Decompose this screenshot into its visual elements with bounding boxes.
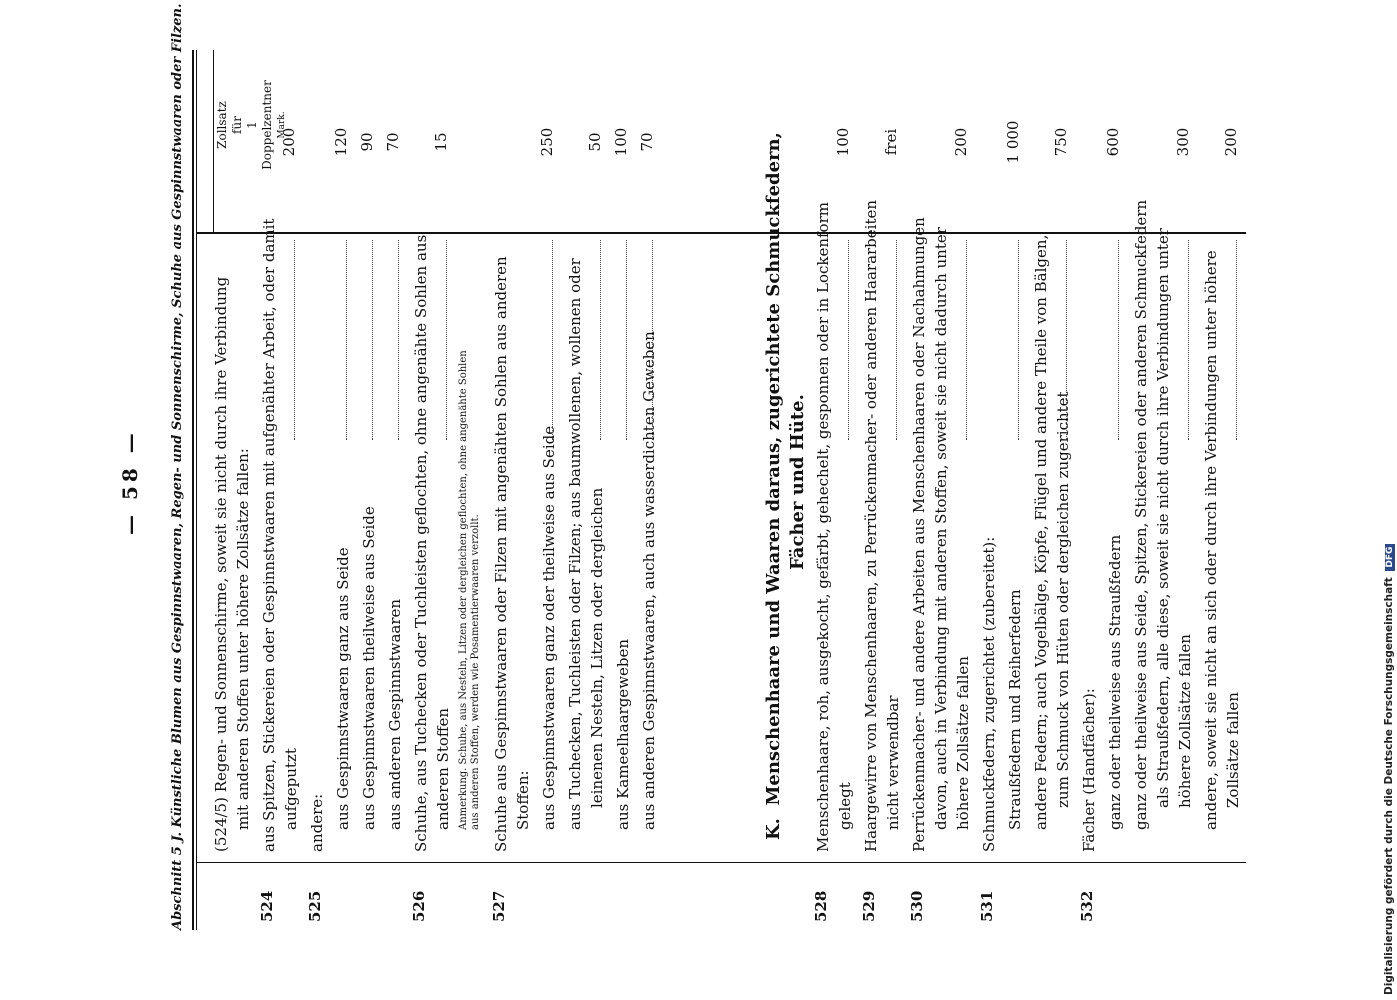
leader-dots <box>446 240 447 440</box>
entry-rate: 300 <box>1174 127 1192 157</box>
entry-text-line: Schuhe aus Gespinnstwaaren oder Filzen mit angenähten Sohlen aus anderen <box>492 256 510 852</box>
leader-dots <box>1018 240 1019 440</box>
leader-dots <box>1118 240 1119 440</box>
entry-rate: 90 <box>358 132 376 152</box>
entry-rate: 100 <box>834 127 852 157</box>
rate-header-line1: Zollsatz <box>215 101 229 149</box>
credit-text: Digitalisierung gefördert durch die Deutsche Forschungsgemeinschaft <box>1383 577 1395 995</box>
entry-rate: 120 <box>332 127 350 157</box>
leader-dots <box>966 240 967 440</box>
entry-text-line: aus Gespinnstwaaren theilweise aus Seide <box>360 506 378 830</box>
number-column-divider <box>196 862 1246 863</box>
entry-text-line: zum Schmuck von Hüten oder dergleichen zugerichtet <box>1054 391 1072 808</box>
dfg-logo: DFG <box>1385 544 1395 571</box>
entry-text-line: mit anderen Stoffen unter höhere Zollsätze fallen: <box>234 448 252 830</box>
top-rule <box>192 50 194 930</box>
entry-text-line: aus Spitzen, Stickereien oder Gespinnstwaaren mit aufgenähter Arbeit, oder damit <box>260 218 278 852</box>
entry-text-line: ganz oder theilweise aus Seide, Spitzen, Stickereien oder anderen Schmuckfedern <box>1132 199 1150 830</box>
section-k-title-line1: Menschenhaare und Waaren daraus, zugerichtete Schmuckfedern, <box>763 132 784 806</box>
entry-text-line: aus Gespinnstwaaren ganz oder theilweise aus Seide <box>540 425 558 830</box>
entry-rate: 15 <box>432 132 450 152</box>
section-k-heading <box>762 132 810 840</box>
rate-header-line3: 1 Doppelzentner <box>245 80 274 170</box>
leader-dots <box>626 240 627 440</box>
entry-text-line: gelegt <box>836 782 854 830</box>
entry-text-line: aus anderen Gespinnstwaaren, auch aus wasserdichten Geweben <box>640 331 658 830</box>
entry-text-line: Stoffen: <box>514 770 532 830</box>
entry-rate: 750 <box>1052 127 1070 157</box>
entry-rate: 1 000 <box>1004 120 1022 164</box>
entry-text-line: Schmuckfedern, zugerichtet (zubereitet): <box>980 536 998 852</box>
leader-dots <box>1188 240 1189 440</box>
entry-number: 529 <box>860 890 878 922</box>
entry-note-line: Anmerkung. Schuhe, aus Nesteln, Litzen oder dergleichen geflochten, ohne angenähte Sohlen <box>458 350 469 830</box>
entry-number: 531 <box>978 890 996 922</box>
entry-text-line: (524/5) Regen- und Sonnenschirme, soweit sie nicht durch ihre Verbindung <box>212 276 230 852</box>
leader-dots <box>600 240 601 440</box>
entry-text-line: andere Federn; auch Vogelbälge, Köpfe, Flügel und andere Theile von Bälgen, <box>1032 234 1050 830</box>
entry-rate: 600 <box>1104 127 1122 157</box>
entry-rate: frei <box>882 128 900 156</box>
entry-text-line: andere, soweit sie nicht an sich oder durch ihre Verbindungen unter höhere <box>1202 250 1220 830</box>
entry-number: 532 <box>1078 890 1096 922</box>
entry-text-line: leinenen Nesteln, Litzen oder dergleichen <box>588 487 606 808</box>
entry-text-line: als Straußfedern, alle diese, soweit sie nicht durch ihre Verbindungen unter <box>1154 228 1172 808</box>
entry-number: 526 <box>410 890 428 922</box>
entry-number: 528 <box>812 890 830 922</box>
rate-header-rule <box>213 50 214 234</box>
leader-dots <box>848 240 849 440</box>
rate-header-unit: Mark. <box>277 111 287 139</box>
entry-rate: 70 <box>384 132 402 152</box>
entry-text-line: Straußfedern und Reiherfedern <box>1006 589 1024 830</box>
entry-text-line: Fächer (Handfächer): <box>1080 688 1098 852</box>
entry-text-line: höhere Zollsätze fallen <box>1176 634 1194 808</box>
leader-dots <box>652 240 653 440</box>
leader-dots <box>372 240 373 440</box>
leader-dots <box>896 240 897 440</box>
entry-text-line: aus Tuchecken, Tuchleisten oder Filzen; aus baumwollenen, wollenen oder <box>566 258 584 830</box>
entry-text-line: Zollsätze fallen <box>1224 692 1242 808</box>
section-heading: Abschnitt 5 J. Künstliche Blumen aus Gespinnstwaaren, Regen- und Sonnenschirme, Schuhe aus Gespinnstwaaren oder Filzen. <box>170 3 185 930</box>
entry-text-line: Schuhe, aus Tuchecken oder Tuchleisten geflochten, ohne angenähte Sohlen aus <box>412 234 430 852</box>
entry-text-line: aus Kameelhaargeweben <box>614 638 632 830</box>
entry-note-line: aus anderen Stoffen, werden wie Posamentierwaaren verzollt. <box>470 514 481 830</box>
entry-text-line: Perrückenmacher- und andere Arbeiten aus Menschenhaaren oder Nachahmungen <box>910 217 928 852</box>
rate-column-header <box>215 80 290 170</box>
entry-number: 525 <box>306 890 324 922</box>
column-divider <box>196 232 1246 234</box>
entry-rate: 50 <box>586 132 604 152</box>
leader-dots <box>1236 240 1237 440</box>
leader-dots <box>552 240 553 440</box>
entry-number: 530 <box>908 890 926 922</box>
section-k-letter: K. <box>763 818 784 840</box>
page-number: — 58 — <box>118 429 142 535</box>
entry-text-line: Menschenhaare, roh, ausgekocht, gefärbt, gehechelt, gesponnen oder in Lockenform <box>814 202 832 852</box>
leader-dots <box>1066 240 1067 440</box>
entry-text-line: aufgeputzt <box>282 748 300 830</box>
entry-text-line: aus Gespinnstwaaren ganz aus Seide <box>334 547 352 830</box>
entry-rate: 100 <box>612 127 630 157</box>
digitization-credit <box>1383 10 1397 995</box>
leader-dots <box>294 240 295 440</box>
entry-rate: 200 <box>952 127 970 157</box>
rate-header-line2: für <box>230 116 244 134</box>
entry-number: 524 <box>258 890 276 922</box>
entry-rate: 200 <box>1222 127 1240 157</box>
header-rule <box>196 50 197 930</box>
leader-dots <box>398 240 399 440</box>
entry-text-line: andere: <box>308 793 326 852</box>
entry-rate: 200 <box>280 127 298 157</box>
entry-text-line: nicht verwendbar <box>884 695 902 830</box>
entry-rate: 250 <box>538 127 556 157</box>
leader-dots <box>346 240 347 440</box>
entry-text-line: höhere Zollsätze fallen <box>954 656 972 830</box>
entry-text-line: davon, auch in Verbindung mit anderen Stoffen, soweit sie nicht dadurch unter <box>932 227 950 830</box>
section-k-title-line2: Fächer und Hüte. <box>787 394 808 570</box>
entry-number: 527 <box>490 890 508 922</box>
entry-text-line: aus anderen Gespinnstwaaren <box>386 598 404 830</box>
entry-text-line: anderen Stoffen <box>434 707 452 830</box>
entry-text-line: ganz oder theilweise aus Straußfedern <box>1106 534 1124 830</box>
entry-rate: 70 <box>638 132 656 152</box>
entry-text-line: Haargewirre von Menschenhaaren, zu Perrückenmacher- oder anderen Haararbeiten <box>862 199 880 852</box>
